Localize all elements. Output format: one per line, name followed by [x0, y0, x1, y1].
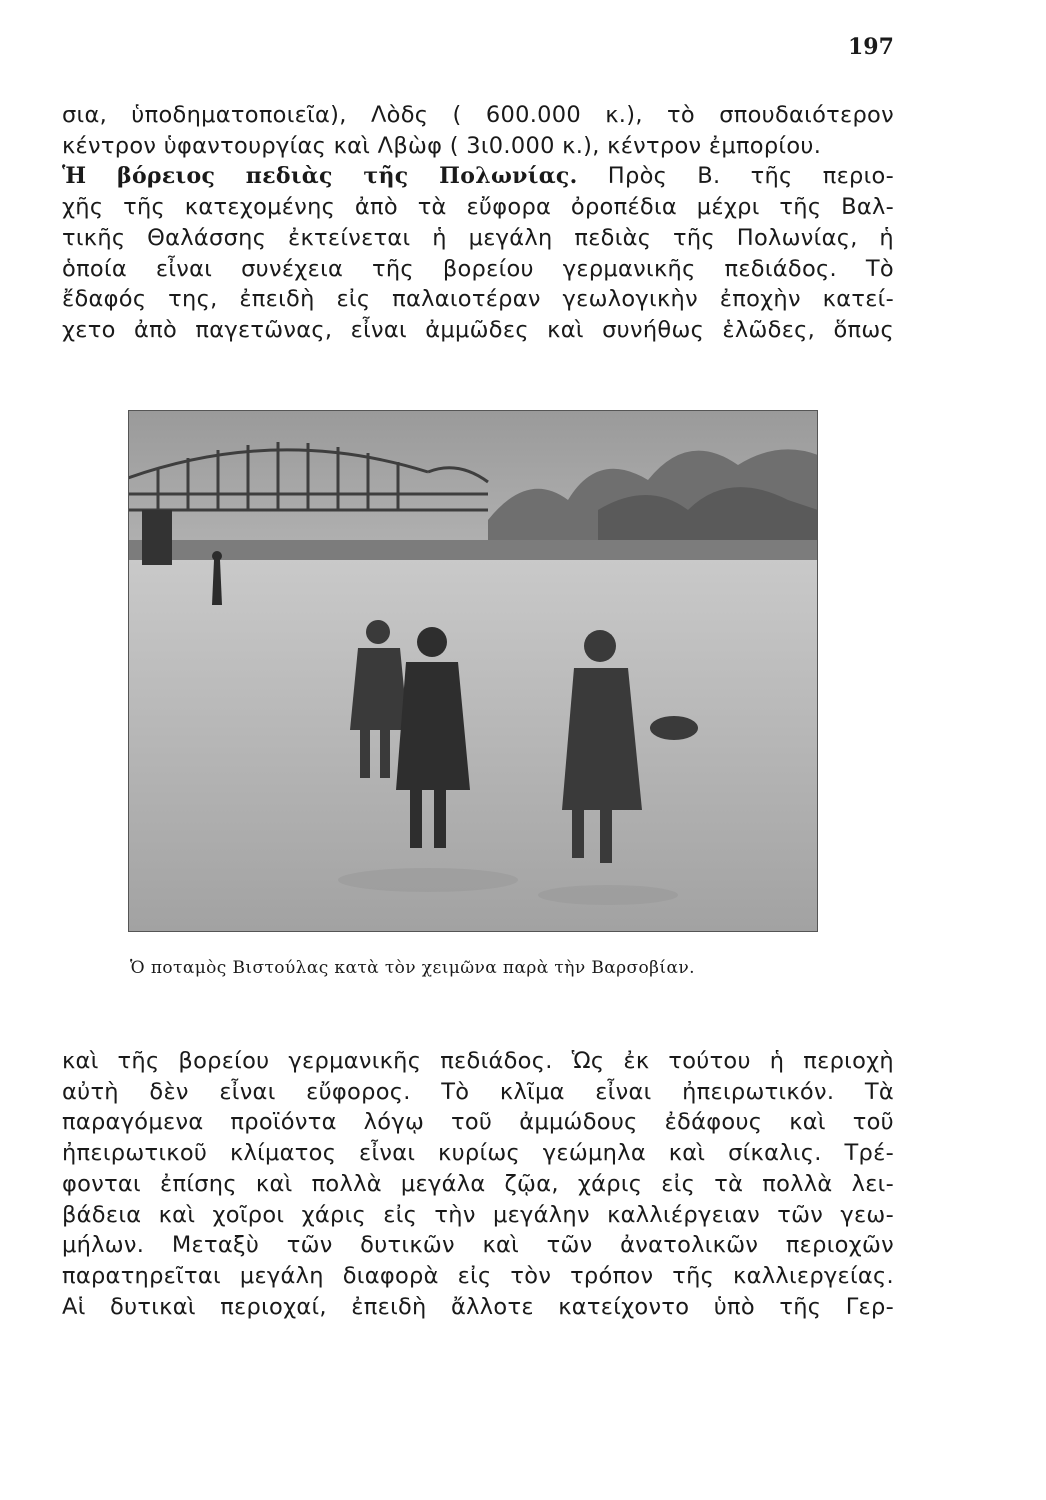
river-photo — [128, 410, 818, 932]
section-first-line-text: Πρὸς Β. τῆς περιο- — [607, 163, 895, 190]
text-line: σια, ὑποδηματοποιεῖα), Λὸδς ( 600.000 κ.), τὸ σπουδαιότερον — [62, 102, 894, 128]
text-line: παραγόμενα προϊόντα λόγῳ τοῦ ἀμμώδους ἐδάφους καὶ τοῦ — [62, 1109, 894, 1136]
figure-caption: Ὁ ποταμὸς Βιστούλας κατὰ τὸν χειμῶνα παρὰ τὴν Βαρσοβίαν. — [130, 958, 695, 978]
text-line: χετο ἀπὸ παγετῶνας, εἶναι ἀμμῶδες καὶ συνήθως ἑλῶδες, ὅπως — [62, 316, 894, 343]
text-line: βάδεια καὶ χοῖροι χάρις εἰς τὴν μεγάλην καλλιέργειαν τῶν γεω- — [62, 1201, 894, 1228]
text-line: ὁποία εἶναι συνέχεια τῆς βορείου γερμανικῆς πεδιάδος. Τὸ — [62, 255, 894, 282]
text-line: φονται ἐπίσης καὶ πολλὰ μεγάλα ζῷα, χάρις εἰς τὰ πολλὰ λει- — [62, 1170, 894, 1197]
top-paragraph — [62, 100, 894, 346]
text-line: παρατηρεῖται μεγάλη διαφορὰ εἰς τὸν τρόπον τῆς καλλιεργείας. — [62, 1262, 894, 1289]
bottom-paragraph — [62, 1046, 894, 1322]
bridge-pier — [142, 510, 172, 565]
text-line: αὐτὴ δὲν εἶναι εὔφορος. Τὸ κλῖμα εἶναι ἠπειρωτικόν. Τὰ — [62, 1078, 894, 1105]
text-line: χῆς τῆς κατεχομένης ἀπὸ τὰ εὔφορα ὀροπέδια μέχρι τῆς Βαλ- — [62, 194, 894, 221]
ice-reflection — [338, 868, 518, 892]
text-line: κέντρον ὑφαντουργίας καὶ Λβὼφ ( 3ι0.000 κ.), κέντρον ἐμπορίου. — [62, 132, 822, 159]
text-line: τικῆς Θαλάσσης ἐκτείνεται ἡ μεγάλη πεδιὰς τῆς Πολωνίας, ἡ — [62, 224, 894, 251]
far-shore — [128, 540, 818, 562]
page-number: 197 — [848, 34, 894, 60]
text-line: Αἱ δυτικαὶ περιοχαί, ἐπειδὴ ἄλλοτε κατείχοντο ὑπὸ τῆς Γερ- — [62, 1293, 894, 1320]
text-line: ἠπειρωτικοῦ κλίματος εἶναι κυρίως γεώμηλα καὶ σίκαλις. Τρέ- — [62, 1140, 894, 1167]
section-heading: Ἡ βόρειος πεδιὰς τῆς Πολωνίας. — [62, 163, 578, 190]
text-line: μήλων. Μεταξὺ τῶν δυτικῶν καὶ τῶν ἀνατολικῶν περιοχῶν — [62, 1232, 894, 1259]
text-line: ἔδαφός της, ἐπειδὴ εἰς παλαιοτέραν γεωλογικὴν ἐποχὴν κατεί- — [62, 286, 894, 313]
text-line: καὶ τῆς βορείου γερμανικῆς πεδιάδος. Ὡς ἐκ τούτου ἡ περιοχὴ — [62, 1048, 894, 1074]
section-first-line — [62, 161, 894, 192]
